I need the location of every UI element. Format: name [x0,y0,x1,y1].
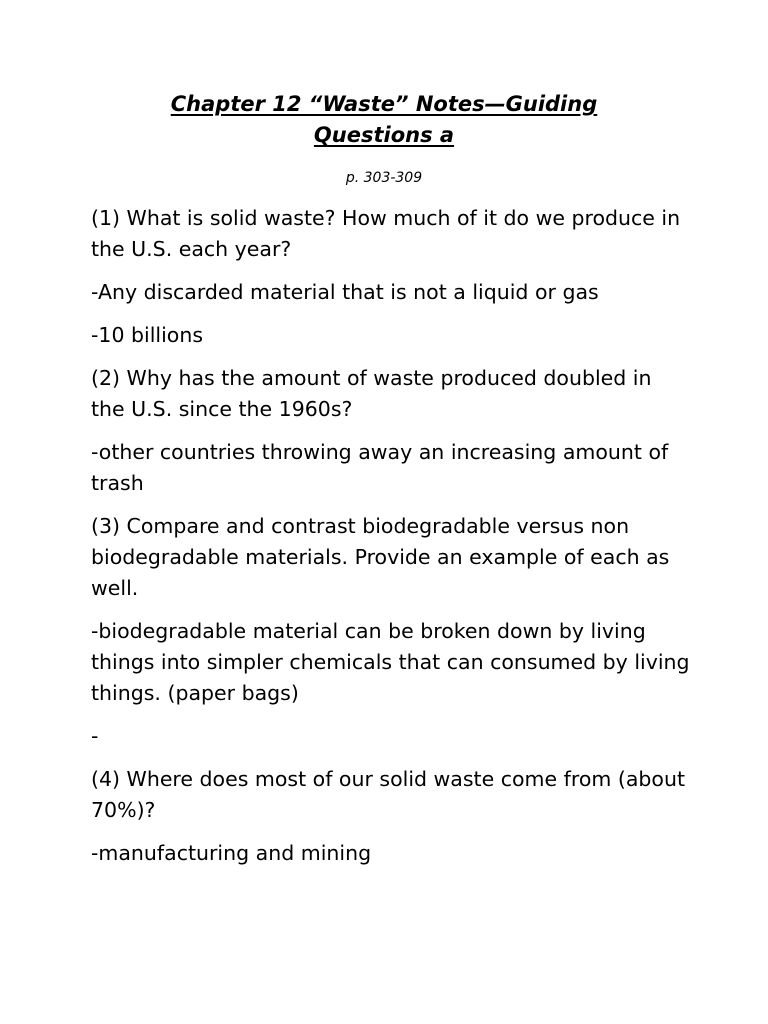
answer-1a: -Any discarded material that is not a liquid or gas [91,280,599,304]
page-range: p. 303-309 [345,170,423,186]
answer-1b: -10 billions [91,323,204,347]
notes-content [91,203,691,881]
answer-2: -other countries throwing away an increasing amount of trash [91,440,669,495]
answer-3b: - [91,724,99,748]
answer-3a: -biodegradable material can be broken down by living things into simpler chemicals that can consumed by living things. (paper bags) [91,619,690,705]
question-3: (3) Compare and contrast biodegradable versus non biodegradable materials. Provide an example of each as well. [91,514,670,600]
question-1: (1) What is solid waste? How much of it do we produce in the U.S. each year? [91,206,681,261]
document-title: Chapter 12 “Waste” Notes—Guiding Questions a [170,92,598,147]
answer-4: -manufacturing and mining [91,841,372,865]
question-2: (2) Why has the amount of waste produced doubled in the U.S. since the 1960s? [91,366,652,421]
question-4: (4) Where does most of our solid waste come from (about 70%)? [91,767,685,822]
